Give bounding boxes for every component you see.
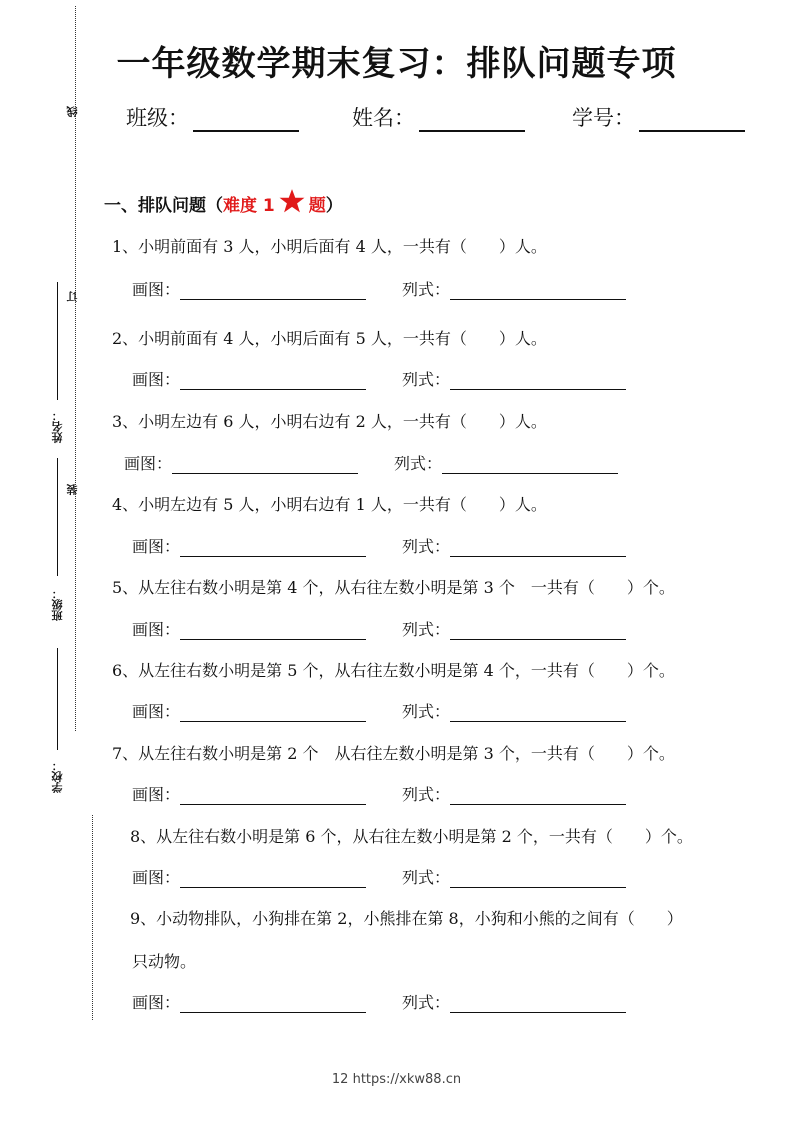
star-icon bbox=[279, 188, 305, 219]
draw-blank[interactable] bbox=[180, 540, 366, 557]
answer-row-6 bbox=[132, 699, 626, 722]
question-7: 7、从左往右数小明是第 2 个 从右往左数小明是第 3 个，一共有（ ）个。 bbox=[112, 744, 675, 763]
draw-label: 画图： bbox=[132, 537, 181, 556]
binding-dotted-line-lower bbox=[92, 815, 93, 1020]
page-title: 一年级数学期末复习：排队问题专项 bbox=[116, 44, 677, 84]
draw-blank[interactable] bbox=[180, 283, 366, 300]
class-field bbox=[126, 102, 299, 132]
question-9-continuation: 只动物。 bbox=[132, 952, 197, 971]
margin-school-line bbox=[57, 648, 58, 750]
margin-label-ding: 订 bbox=[66, 291, 79, 302]
page-footer: 12 https://xkw88.cn bbox=[331, 1072, 462, 1087]
formula-label: 列式： bbox=[402, 370, 451, 389]
id-field bbox=[572, 102, 745, 132]
section-close: ） bbox=[325, 196, 343, 216]
draw-blank[interactable] bbox=[180, 996, 366, 1013]
formula-blank[interactable] bbox=[450, 540, 626, 557]
question-9: 9、小动物排队，小狗排在第 2，小熊排在第 8，小狗和小熊的之间有（ ） bbox=[130, 909, 683, 928]
question-3: 3、小明左边有 6 人，小明右边有 2 人，一共有（ ）人。 bbox=[112, 412, 547, 431]
draw-blank[interactable] bbox=[180, 788, 366, 805]
formula-label: 列式： bbox=[402, 280, 451, 299]
answer-row-5 bbox=[132, 617, 626, 640]
formula-blank[interactable] bbox=[442, 457, 618, 474]
formula-label: 列式： bbox=[402, 620, 451, 639]
answer-row-3 bbox=[124, 451, 618, 474]
question-4: 4、小明左边有 5 人，小明右边有 1 人，一共有（ ）人。 bbox=[112, 495, 547, 514]
margin-class-label: 班级： bbox=[51, 588, 64, 621]
draw-blank[interactable] bbox=[172, 457, 358, 474]
draw-label: 画图： bbox=[132, 370, 181, 389]
draw-blank[interactable] bbox=[180, 871, 366, 888]
formula-label: 列式： bbox=[402, 537, 451, 556]
id-blank[interactable] bbox=[639, 108, 745, 132]
formula-label: 列式： bbox=[402, 868, 451, 887]
margin-label-zhuang: 装 bbox=[66, 484, 79, 495]
question-8: 8、从左往右数小明是第 6 个，从右往左数小明是第 2 个，一共有（ ）个。 bbox=[130, 827, 693, 846]
question-6: 6、从左往右数小明是第 5 个，从右往左数小明是第 4 个，一共有（ ）个。 bbox=[112, 661, 675, 680]
draw-label: 画图： bbox=[132, 702, 181, 721]
draw-blank[interactable] bbox=[180, 623, 366, 640]
formula-blank[interactable] bbox=[450, 283, 626, 300]
formula-label: 列式： bbox=[402, 702, 451, 721]
formula-label: 列式： bbox=[394, 454, 443, 473]
draw-label: 画图： bbox=[124, 454, 173, 473]
draw-label: 画图： bbox=[132, 868, 181, 887]
draw-label: 画图： bbox=[132, 785, 181, 804]
formula-blank[interactable] bbox=[450, 373, 626, 390]
formula-blank[interactable] bbox=[450, 996, 626, 1013]
question-5: 5、从左往右数小明是第 4 个，从右往左数小明是第 3 个 一共有（ ）个。 bbox=[112, 578, 675, 597]
draw-label: 画图： bbox=[132, 280, 181, 299]
answer-row-9 bbox=[132, 990, 626, 1013]
formula-label: 列式： bbox=[402, 993, 451, 1012]
question-2: 2、小明前面有 4 人，小明后面有 5 人，一共有（ ）人。 bbox=[112, 329, 547, 348]
section-prefix: 一、排队问题（ bbox=[104, 196, 223, 216]
margin-school-label: 学校： bbox=[51, 760, 64, 793]
difficulty-label: 难度 1 bbox=[223, 196, 275, 216]
answer-row-8 bbox=[132, 865, 626, 888]
margin-label-xian: 线 bbox=[66, 106, 79, 117]
formula-blank[interactable] bbox=[450, 623, 626, 640]
name-field bbox=[352, 102, 525, 132]
draw-label: 画图： bbox=[132, 620, 181, 639]
formula-blank[interactable] bbox=[450, 705, 626, 722]
class-label: 班级： bbox=[126, 106, 189, 130]
answer-row-1 bbox=[132, 277, 626, 300]
draw-label: 画图： bbox=[132, 993, 181, 1012]
margin-name-label: 姓名： bbox=[51, 410, 64, 443]
class-blank[interactable] bbox=[193, 108, 299, 132]
name-blank[interactable] bbox=[419, 108, 525, 132]
answer-row-4 bbox=[132, 534, 626, 557]
id-label: 学号： bbox=[572, 106, 635, 130]
formula-blank[interactable] bbox=[450, 788, 626, 805]
answer-row-2 bbox=[132, 367, 626, 390]
draw-blank[interactable] bbox=[180, 373, 366, 390]
formula-blank[interactable] bbox=[450, 871, 626, 888]
section-heading bbox=[104, 188, 343, 219]
draw-blank[interactable] bbox=[180, 705, 366, 722]
difficulty-suffix: 题 bbox=[308, 196, 326, 216]
question-1: 1、小明前面有 3 人，小明后面有 4 人，一共有（ ）人。 bbox=[112, 237, 547, 256]
formula-label: 列式： bbox=[402, 785, 451, 804]
answer-row-7 bbox=[132, 782, 626, 805]
name-label: 姓名： bbox=[352, 106, 415, 130]
margin-class-line bbox=[57, 458, 58, 576]
margin-name-line bbox=[57, 282, 58, 400]
